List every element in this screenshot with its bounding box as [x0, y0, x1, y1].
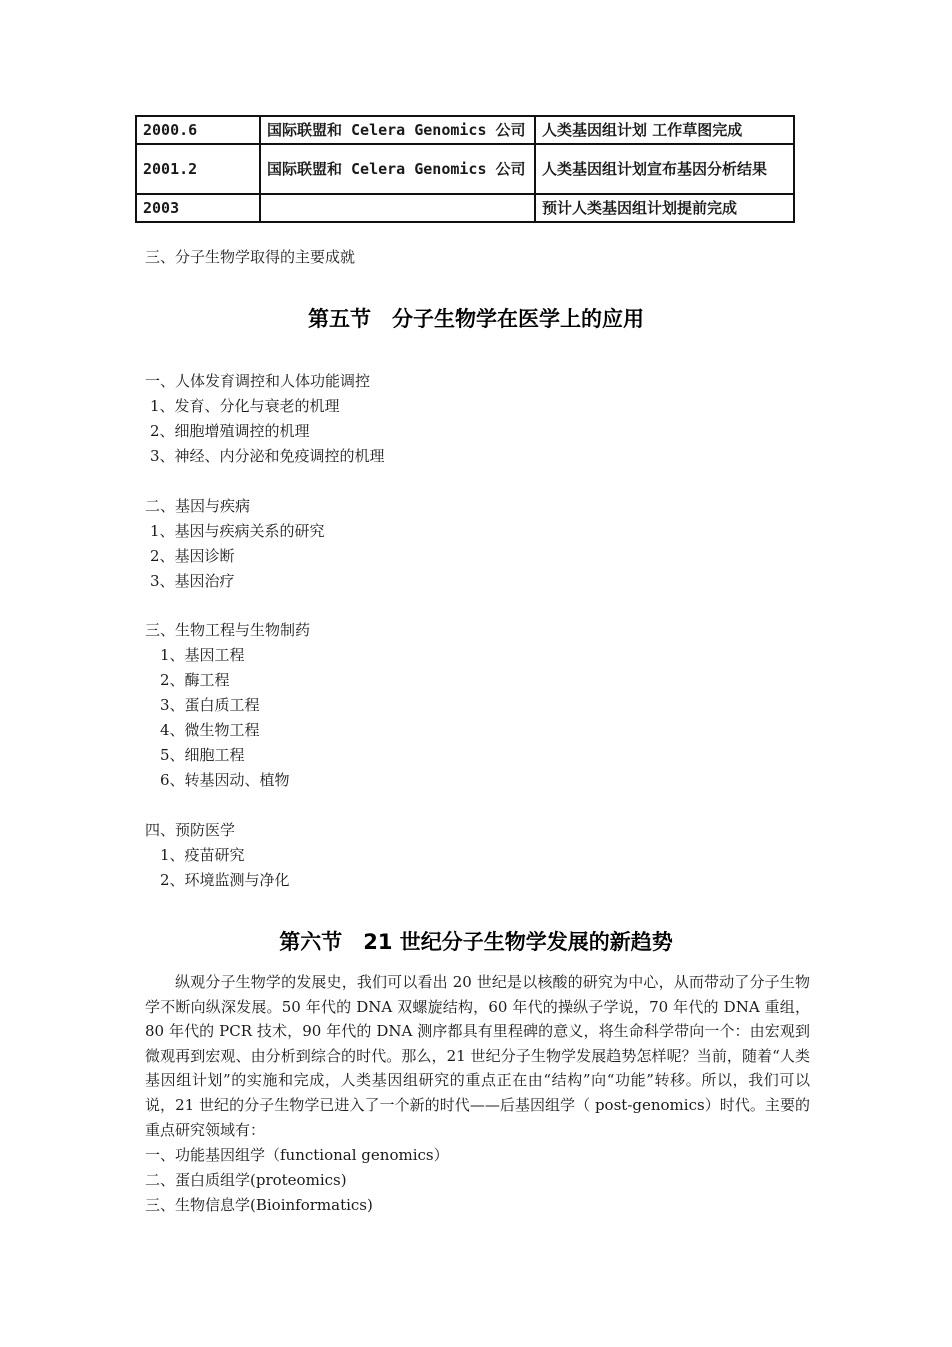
list-item: 2、细胞增殖调控的机理 [150, 422, 310, 440]
event-cell: 预计人类基因组计划提前完成 [535, 194, 794, 222]
list-item: 2、环境监测与净化 [160, 871, 290, 889]
list-item: 二、蛋白质组学(proteomics) [145, 1171, 347, 1189]
section-item: 三、分子生物学取得的主要成就 [145, 248, 356, 266]
org-cell: 国际联盟和 Celera Genomics 公司 [260, 116, 535, 144]
year-cell: 2003 [136, 194, 260, 222]
event-cell: 人类基因组计划宣布基因分析结果 [535, 144, 794, 194]
group-heading: 二、基因与疾病 [145, 497, 251, 515]
list-item: 一、功能基因组学（functional genomics） [145, 1146, 449, 1164]
list-item: 2、基因诊断 [150, 547, 235, 565]
table-row [136, 144, 794, 194]
list-item: 3、蛋白质工程 [160, 696, 260, 714]
list-item: 1、疫苗研究 [160, 846, 245, 864]
list-item: 1、基因与疾病关系的研究 [150, 522, 325, 540]
list-item: 4、微生物工程 [160, 721, 260, 739]
table-row [136, 116, 794, 144]
list-item: 5、细胞工程 [160, 746, 245, 764]
list-item: 3、神经、内分泌和免疫调控的机理 [150, 447, 385, 465]
group-heading: 三、生物工程与生物制药 [145, 621, 311, 639]
timeline-table [135, 115, 795, 223]
table-row [136, 194, 794, 222]
list-item: 1、发育、分化与衰老的机理 [150, 397, 340, 415]
group-heading: 一、人体发育调控和人体功能调控 [145, 372, 371, 390]
year-cell: 2000.6 [136, 116, 260, 144]
list-item: 三、生物信息学(Bioinformatics) [145, 1196, 373, 1214]
event-cell: 人类基因组计划 工作草图完成 [535, 116, 794, 144]
list-item: 6、转基因动、植物 [160, 771, 290, 789]
org-cell: 国际联盟和 Celera Genomics 公司 [260, 144, 535, 194]
group-heading: 四、预防医学 [145, 821, 236, 839]
body-paragraph: 纵观分子生物学的发展史，我们可以看出 20 世纪是以核酸的研究为中心，从而带动了分子生物学不断向纵深发展。50 年代的 DNA 双螺旋结构，60 年代的操纵子学说，70 年代的 DNA 重组，80 年代的 PCR 技术，90 年代的 DNA 测序都具有里程碑的意义，将生命科学带向一个：由宏观到微观再到宏观、由分析到综合的时代。那么，21 世纪分子生物学发展趋势怎样呢？当前，随着“人类基因组计划”的实施和完成，人类基因组研究的重点正在由“结构”向“功能”转移。所以，我们可以说，21 世纪的分子生物学已进入了一个新的时代——后基因组学（ post-genomics）时代。主要的重点研究领域有： [145, 973, 810, 1139]
section-title: 第六节 21 世纪分子生物学发展的新趋势 [279, 930, 673, 954]
section-title: 第五节 分子生物学在医学上的应用 [308, 307, 644, 331]
list-item: 1、基因工程 [160, 646, 245, 664]
org-cell [260, 194, 535, 222]
year-cell: 2001.2 [136, 144, 260, 194]
list-item: 2、酶工程 [160, 671, 230, 689]
list-item: 3、基因治疗 [150, 572, 235, 590]
